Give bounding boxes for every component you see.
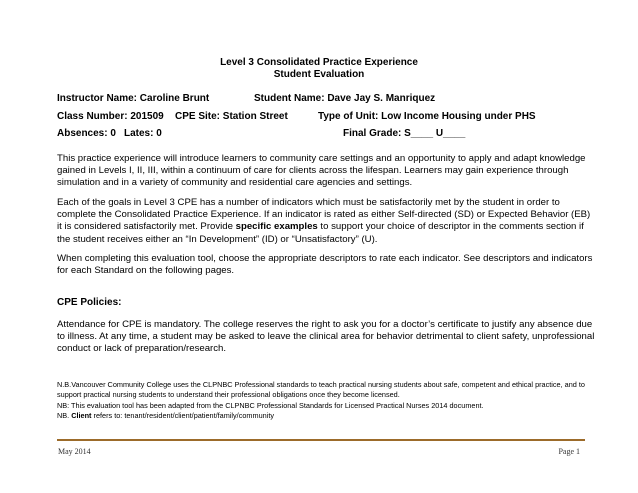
footer-date: May 2014 — [58, 447, 91, 456]
intro-paragraph: This practice experience will introduce learners to community care settings and an opportunity to apply and adapt knowledge gained in Levels I, II, III, within a continuum of care for clients across the lifespan. Learners may gain experience through simulation and in a variety of community and residential care agencies and settings. — [57, 153, 586, 189]
instructions-paragraph: When completing this evaluation tool, choose the appropriate descriptors to rate each indicator. See descriptors and indicators for each Standard on the following pages. — [57, 253, 593, 277]
footer-page-number: Page 1 — [558, 447, 580, 456]
unit-type: Type of Unit: Low Income Housing under PHS — [318, 111, 536, 122]
note-vcc: N.B.Vancouver Community College uses the CLPNBC Professional standards to teach practical nursing students about safe, competent and ethical practice, and to support practical nursing students to understand their professional obligations once they become licensed. — [57, 380, 585, 400]
note-client — [57, 411, 597, 421]
note-client-bold: Client — [71, 411, 92, 420]
cpe-site: CPE Site: Station Street — [175, 111, 288, 122]
goals-paragraph — [57, 197, 595, 246]
instructor-name: Instructor Name: Caroline Brunt — [57, 93, 210, 104]
title-line-1: Level 3 Consolidated Practice Experience — [220, 57, 418, 68]
footer-rule — [57, 439, 585, 441]
note-client-prefix: NB. — [57, 411, 72, 420]
note-client-rest: refers to: tenant/resident/client/patient/family/community — [91, 411, 274, 420]
absences: Absences: 0 — [57, 128, 116, 139]
goals-text-b: to support your choice of descriptor in the comments section if the student receives either an “In Development” (ID) or “Unsatisfactory” (U). — [57, 221, 584, 245]
title-line-2: Student Evaluation — [273, 69, 365, 80]
lates: Lates: 0 — [124, 128, 162, 139]
cpe-policies-heading: CPE Policies: — [57, 297, 122, 308]
document-title — [0, 57, 638, 81]
class-number: Class Number: 201509 — [57, 111, 164, 122]
final-grade: Final Grade: S____ U____ — [343, 128, 466, 139]
note-adapted: NB: This evaluation tool has been adapted from the CLPNBC Professional Standards for Licensed Practical Nurses 2014 document. — [57, 401, 484, 410]
student-name: Student Name: Dave Jay S. Manriquez — [254, 93, 436, 104]
attendance-paragraph: Attendance for CPE is mandatory. The college reserves the right to ask you for a doctor’s certificate to justify any absence due to illness. At any time, a student may be asked to leave the clinical area for behavior detrimental to client safety, unprofessional conduct or lack of preparation/research. — [57, 319, 595, 355]
goals-text-a: Each of the goals in Level 3 CPE has a number of indicators which must be satisfactorily met by the student in order to complete the Consolidated Practice Experience. If an indicator is rated as either Self-directed (SD) or Expected Behavior (EB) it is considered satisfactorily met. Provide — [57, 197, 591, 233]
goals-emphasis: specific examples — [235, 221, 318, 233]
